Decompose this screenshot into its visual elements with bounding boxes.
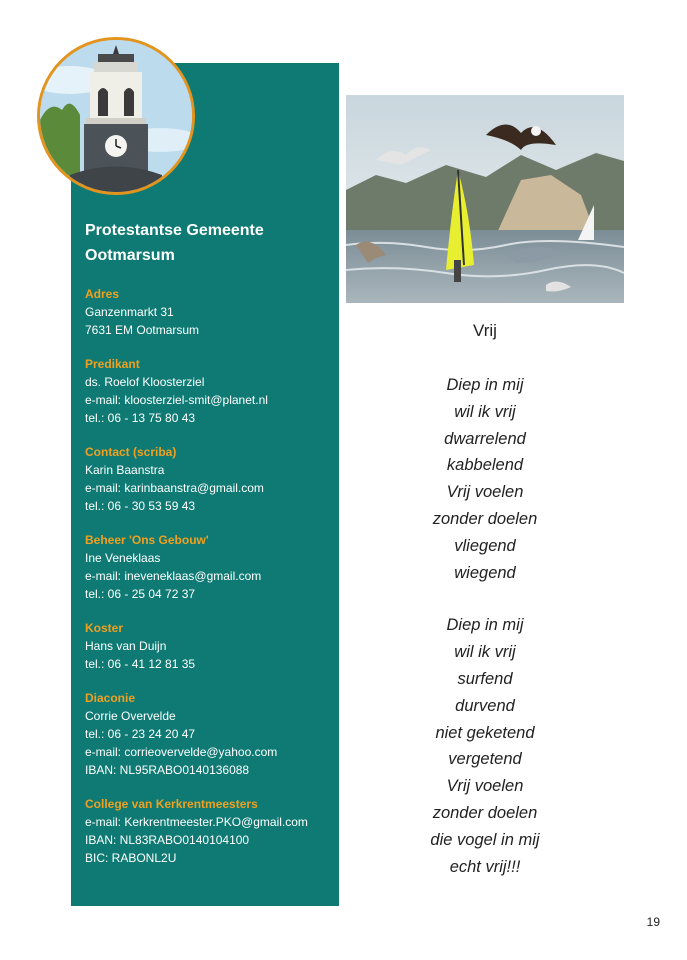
contact-phone: tel.: 06 - 25 04 72 37	[85, 587, 196, 601]
poem-line: Vrij voelen	[446, 777, 524, 796]
seascape-image-icon	[346, 95, 624, 303]
poem-line: niet geketend	[435, 723, 535, 742]
poem-line: vergetend	[448, 750, 522, 769]
contact-phone: tel.: 06 - 23 24 20 47	[85, 727, 196, 741]
seascape-photo	[346, 95, 624, 303]
poem-line: echt vrij!!!	[449, 857, 521, 876]
church-tower-icon	[40, 40, 192, 192]
contact-name: Ine Veneklaas	[85, 551, 161, 565]
contact-block-adres	[85, 286, 335, 339]
organization-title	[85, 218, 325, 268]
poem-line: durvend	[455, 696, 515, 715]
contact-email[interactable]: e-mail: karinbaanstra@gmail.com	[85, 481, 264, 495]
contact-iban: IBAN: NL83RABO0140104100	[85, 833, 250, 847]
poem-line: kabbelend	[446, 456, 524, 475]
poem-body	[346, 372, 624, 906]
poem-line: wil ik vrij	[454, 643, 516, 662]
contact-name: Karin Baanstra	[85, 463, 165, 477]
contact-email[interactable]: e-mail: ineveneklaas@gmail.com	[85, 569, 262, 583]
page-number: 19	[646, 915, 660, 929]
contact-heading: Beheer 'Ons Gebouw'	[85, 533, 209, 547]
poem-stanza-2	[346, 612, 624, 880]
poem-line: Vrij voelen	[446, 483, 524, 502]
contact-block-beheer	[85, 532, 335, 603]
contact-name: ds. Roelof Kloosterziel	[85, 375, 205, 389]
contact-email[interactable]: e-mail: Kerkrentmeester.PKO@gmail.com	[85, 815, 308, 829]
contact-bic: BIC: RABONL2U	[85, 851, 177, 865]
contact-phone: tel.: 06 - 13 75 80 43	[85, 411, 196, 425]
organization-title-line2: Ootmarsum	[85, 247, 175, 264]
poem-stanza-1	[346, 372, 624, 586]
poem-line: surfend	[457, 669, 513, 688]
poem-line: wiegend	[454, 563, 516, 582]
contact-block-diaconie	[85, 690, 335, 779]
contact-block-predikant	[85, 356, 335, 427]
organization-title-line1: Protestantse Gemeente	[85, 222, 264, 239]
contact-heading: College van Kerkrentmeesters	[85, 797, 258, 811]
contact-iban: IBAN: NL95RABO0140136088	[85, 763, 250, 777]
contact-heading: Contact (scriba)	[85, 445, 177, 459]
contact-name: Hans van Duijn	[85, 639, 167, 653]
contact-list	[85, 286, 335, 884]
contact-block-scriba	[85, 444, 335, 515]
contact-phone: tel.: 06 - 30 53 59 43	[85, 499, 196, 513]
contact-heading: Diaconie	[85, 691, 136, 705]
contact-block-kerkrentmeesters	[85, 796, 335, 867]
address-postcode: 7631 EM Ootmarsum	[85, 323, 200, 337]
poem-line: Diep in mij	[446, 376, 524, 394]
contact-heading: Koster	[85, 621, 124, 635]
contact-heading: Predikant	[85, 357, 140, 371]
address-street: Ganzenmarkt 31	[85, 305, 174, 319]
contact-block-koster	[85, 620, 335, 673]
contact-email[interactable]: e-mail: kloosterziel-smit@planet.nl	[85, 393, 268, 407]
poem-line: Diep in mij	[446, 616, 524, 635]
contact-email[interactable]: e-mail: corrieovervelde@yahoo.com	[85, 745, 278, 759]
contact-name: Corrie Overvelde	[85, 709, 176, 723]
poem-line: dwarrelend	[444, 429, 526, 448]
contact-heading: Adres	[85, 287, 120, 301]
poem-title: Vrij	[473, 321, 497, 340]
poem-line: vliegend	[454, 536, 516, 555]
poem-line: die vogel in mij	[430, 830, 540, 849]
church-tower-logo	[37, 37, 195, 195]
poem-line: wil ik vrij	[454, 402, 516, 421]
poem-line: zonder doelen	[432, 509, 538, 528]
contact-phone: tel.: 06 - 41 12 81 35	[85, 657, 196, 671]
poem-line: zonder doelen	[432, 803, 538, 822]
